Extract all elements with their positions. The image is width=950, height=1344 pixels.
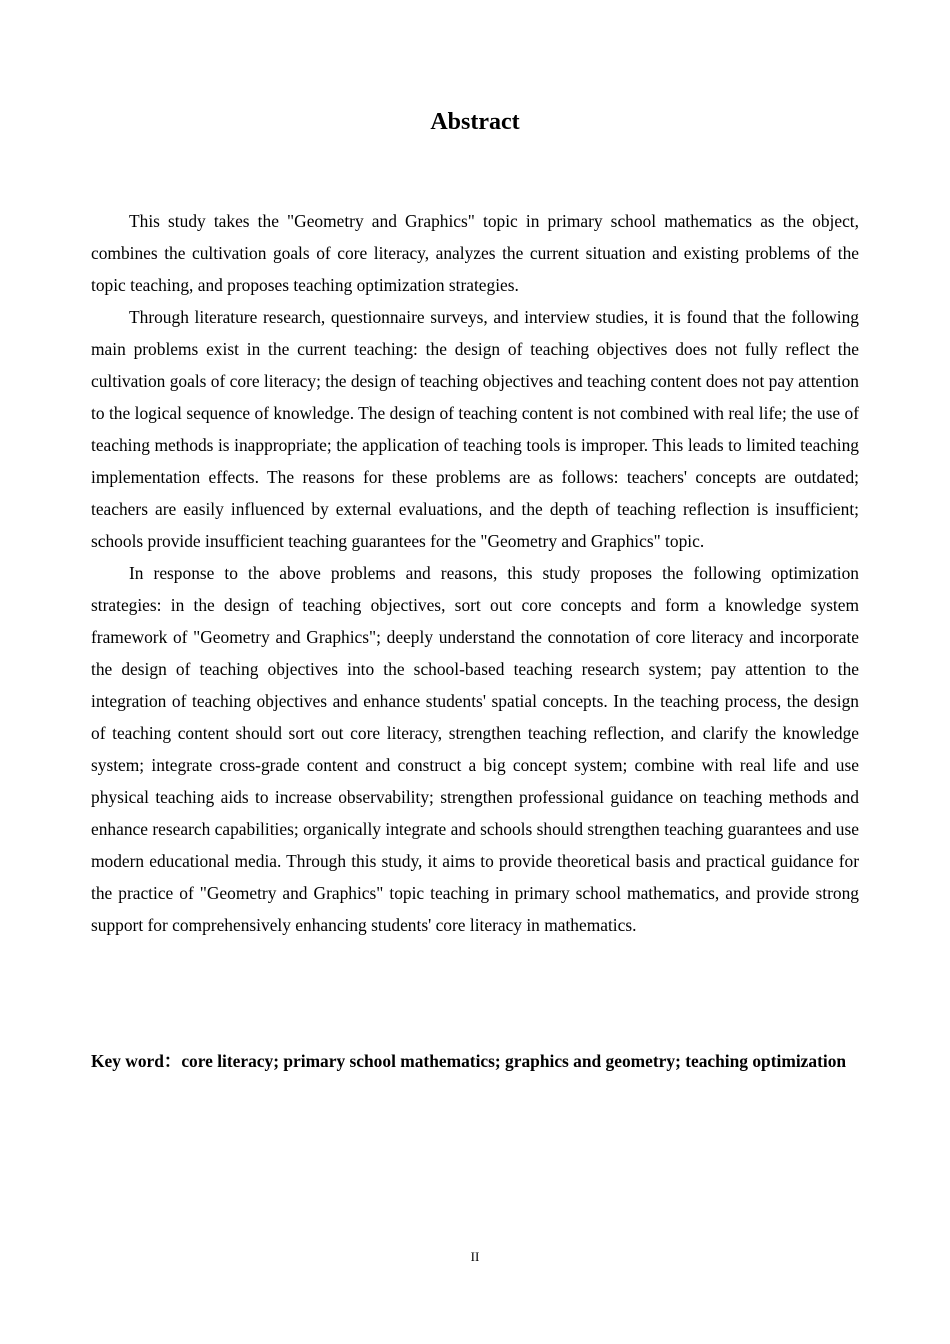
page-title: Abstract xyxy=(430,109,520,135)
abstract-paragraph-3: In response to the above problems and reasons, this study proposes the following optimization strategies: in the design of teaching objectives, sort out core concepts and form a knowledge system framework of "Geometry and Graphics"; deeply understand the connotation of core literacy and incorporate the design of teaching objectives into the school-based teaching research system; pay attention to the integration of teaching objectives and enhance students' spatial concepts. In the teaching process, the design of teaching content should sort out core literacy, strengthen teaching reflection, and clarify the knowledge system; integrate cross-grade content and construct a big concept system; combine with real life and use physical teaching aids to increase observability; strengthen professional guidance on teaching methods and enhance research capabilities; organically integrate and schools should strengthen teaching guarantees and use modern educational media. Through this study, it aims to provide theoretical basis and practical guidance for the practice of "Geometry and Graphics" topic teaching in primary school mathematics, and provide strong support for comprehensively enhancing students' core literacy in mathematics. xyxy=(91,563,859,935)
keywords-label: Key word： xyxy=(91,1051,182,1071)
keywords-line xyxy=(91,1049,859,1074)
abstract-body xyxy=(91,205,859,941)
page-number: II xyxy=(470,1249,480,1264)
abstract-paragraph-1: This study takes the "Geometry and Graphics" topic in primary school mathematics as the object, combines the cultivation goals of core literacy, analyzes the current situation and existing problems of the topic teaching, and proposes teaching optimization strategies. xyxy=(91,211,859,295)
abstract-paragraph-2: Through literature research, questionnaire surveys, and interview studies, it is found that the following main problems exist in the current teaching: the design of teaching objectives does not fully reflect the cultivation goals of core literacy; the design of teaching objectives and teaching content does not pay attention to the logical sequence of knowledge. The design of teaching content is not combined with real life; the use of teaching methods is inappropriate; the application of teaching tools is improper. This leads to limited teaching implementation effects. The reasons for these problems are as follows: teachers' concepts are outdated; teachers are easily influenced by external evaluations, and the depth of teaching reflection is insufficient; schools provide insufficient teaching guarantees for the "Geometry and Graphics" topic. xyxy=(91,307,859,551)
keywords-text: core literacy; primary school mathematics; graphics and geometry; teaching optimization xyxy=(181,1051,847,1071)
